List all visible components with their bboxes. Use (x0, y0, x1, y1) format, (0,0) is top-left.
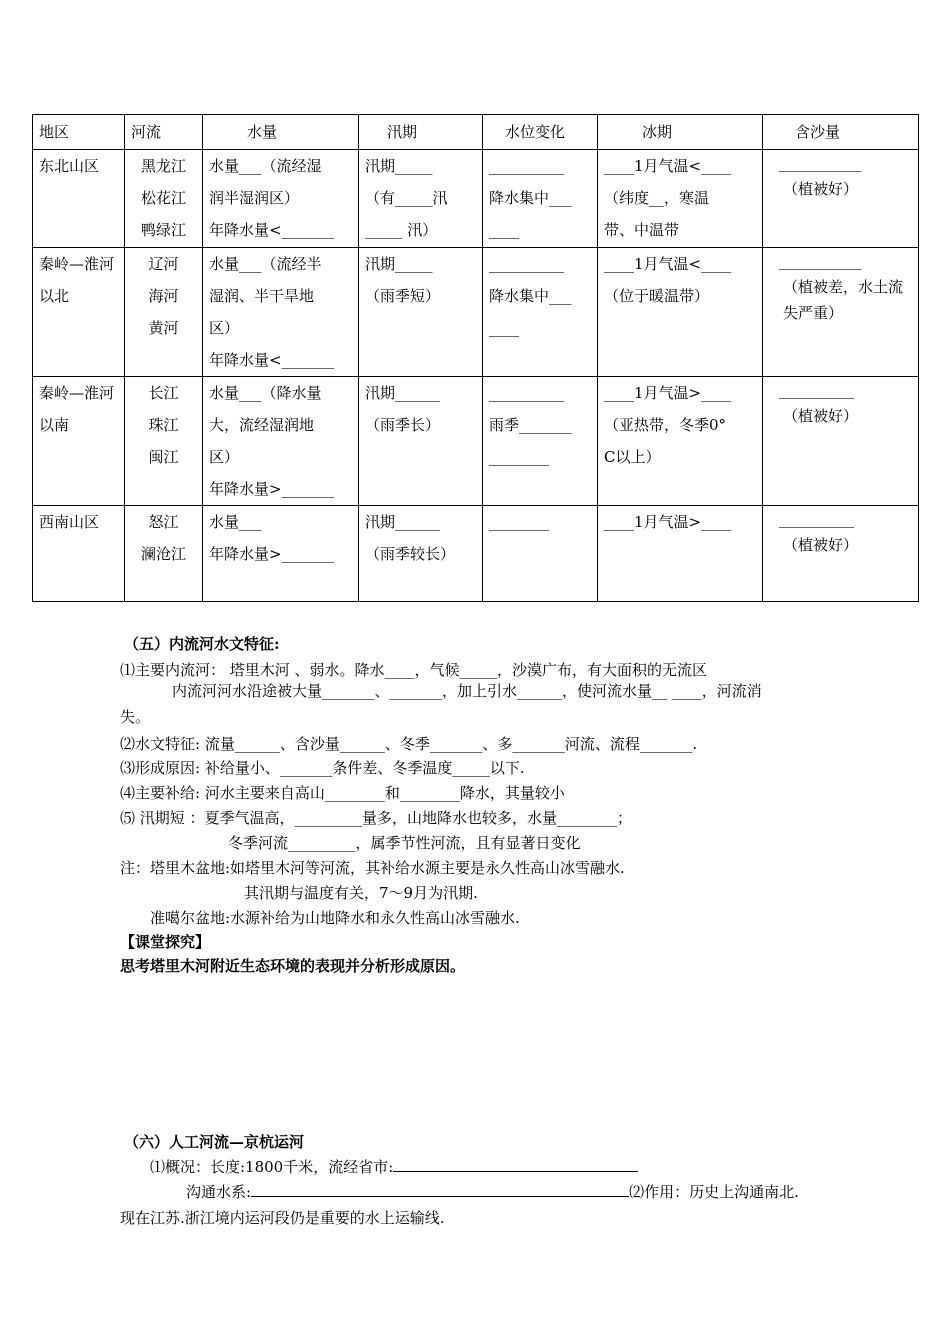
cell-sand-line: （植被好） (783, 407, 859, 425)
cell-flood (359, 377, 483, 506)
cell-rivers (125, 506, 203, 602)
section5-line: ⑸ 汛期短 ：夏季气温高，_________量多，山地降水也较多，水量________； (120, 809, 633, 827)
cell-water-line: 年降水量>_______ (209, 480, 335, 498)
section6-title: （六）人工河流—京杭运河 (124, 1133, 305, 1151)
cell-rivers (125, 377, 203, 506)
cell-water-line: 水量___（流经半 (209, 255, 322, 273)
header-ice: 冰期 (598, 115, 763, 150)
cell-rivers-line: 黑龙江 (140, 157, 186, 175)
header-flood: 汛期 (359, 115, 483, 150)
section5-line: 失。 (120, 708, 151, 726)
cell-ice (598, 377, 763, 506)
cell-ice (598, 150, 763, 248)
cell-water-line: 润半湿润区） (209, 189, 300, 207)
cell-water (203, 248, 359, 377)
cell-flood-line: 汛期_____ (365, 157, 433, 175)
cell-water-line: 大，流经湿润地 (209, 416, 315, 434)
cell-flood-line: （有_____汛 (365, 189, 448, 207)
cell-level-line: 降水集中___ (489, 287, 572, 305)
cell-rivers-line: 鸭绿江 (140, 221, 186, 239)
cell-water-line: 水量___（流经湿 (209, 157, 322, 175)
cell-sand-line: __________ (779, 381, 854, 399)
cell-rivers-line: 澜沧江 (140, 545, 186, 563)
cell-flood-line: 汛期______ (365, 384, 441, 402)
cell-water-line: 水量___ (209, 513, 262, 531)
section5-line: ⑵水文特征: 流量______、含沙量______、冬季_______、多_______河流、流程_______. (120, 735, 698, 753)
section5-title: （五）内流河水文特征: (124, 635, 280, 653)
cell-flood-line: 汛期______ (365, 513, 441, 531)
overview-label: ⑴概况：长度:1800千米，流经省市: (150, 1158, 394, 1176)
cell-water-line: 区） (209, 448, 240, 466)
cell-rivers-line: 长江 (148, 384, 179, 402)
cell-region: 东北山区 (33, 150, 125, 248)
cell-water-line: 区） (209, 319, 240, 337)
header-sand: 含沙量 (763, 115, 919, 150)
river-comparison-table (32, 114, 919, 602)
cell-water-line: 年降水量<_______ (209, 351, 335, 369)
water-system-blank (251, 1182, 629, 1197)
cell-flood (359, 506, 483, 602)
cell-level (483, 248, 598, 377)
cell-water-line: 水量___（降水量 (209, 384, 322, 402)
table-row (33, 248, 919, 377)
cell-region: 西南山区 (33, 506, 125, 602)
cell-level (483, 506, 598, 602)
section5-line: ⑶形成原因: 补给量小、_______条件差、冬季温度_____以下. (120, 759, 525, 777)
cell-level-line: ________ (489, 448, 549, 466)
cell-ice-line: （位于暖温带） (604, 287, 710, 305)
cell-ice (598, 506, 763, 602)
cell-ice-line: 带、中温带 (604, 221, 680, 239)
header-water: 水量 (203, 115, 359, 150)
cell-rivers-line: 辽河 (148, 255, 179, 273)
section6-line1 (150, 1157, 638, 1177)
cell-ice-line: ____1月气温>____ (604, 384, 732, 402)
cell-flood-line: （雨季长） (365, 416, 441, 434)
cell-rivers (125, 150, 203, 248)
cell-ice-line: C以上） (604, 448, 661, 466)
cell-level-line: __________ (489, 255, 564, 273)
cell-level-line: 雨季_______ (489, 416, 572, 434)
header-level: 水位变化 (483, 115, 598, 150)
cell-ice-line: ____1月气温<____ (604, 157, 732, 175)
section5-note: 准噶尔盆地:水源补给为山地降水和永久性高山冰雪融水. (150, 909, 520, 927)
cell-rivers-line: 松花江 (140, 189, 186, 207)
cell-level-line: __________ (489, 157, 564, 175)
cell-water (203, 150, 359, 248)
cell-flood-line: （雨季较长） (365, 545, 456, 563)
cell-level-line: ________ (489, 513, 549, 531)
cell-sand-line: （植被好） (783, 536, 859, 554)
table-row (33, 506, 919, 602)
explore-title: 【课堂探究】 (120, 933, 211, 951)
cell-sand-line: ___________ (779, 252, 862, 270)
cell-rivers-line: 闽江 (148, 448, 179, 466)
cell-region: 秦岭—淮河以北 (33, 248, 125, 377)
cell-ice (598, 248, 763, 377)
cell-water (203, 377, 359, 506)
section5-line: ⑴主要内流河： 塔里木河 、弱水。降水____，气候_____，沙漠广布，有大面积的无流区 (120, 661, 708, 679)
function-text: ⑵作用：历史上沟通南北. (629, 1183, 799, 1201)
cell-rivers-line: 怒江 (148, 513, 179, 531)
cell-water-line: 湿润、半干旱地 (209, 287, 315, 305)
water-system-label: 沟通水系: (186, 1183, 252, 1201)
cell-water (203, 506, 359, 602)
cell-rivers-line: 黄河 (148, 319, 179, 337)
cell-sand-line: __________ (779, 510, 854, 528)
cell-sand (763, 506, 919, 602)
section5-line: ⑷主要补给: 河水主要来自高山________和________降水，其量较小 (120, 784, 565, 802)
cell-sand (763, 377, 919, 506)
section5-line: 冬季河流_________，属季节性河流，且有显著日变化 (228, 834, 581, 852)
provinces-blank (393, 1157, 638, 1172)
cell-water-line: 年降水量>_______ (209, 545, 335, 563)
cell-flood-line: _____ 汛） (365, 221, 438, 239)
cell-water-line: 年降水量<_______ (209, 221, 335, 239)
cell-sand (763, 150, 919, 248)
cell-ice-line: ____1月气温>____ (604, 513, 732, 531)
cell-level-line: ____ (489, 319, 519, 337)
cell-flood (359, 150, 483, 248)
cell-rivers-line: 珠江 (148, 416, 179, 434)
cell-flood-line: （雨季短） (365, 287, 441, 305)
header-river: 河流 (125, 115, 203, 150)
cell-ice-line: （亚热带，冬季0° (604, 416, 727, 434)
section6-line3: 现在江苏.浙江境内运河段仍是重要的水上运输线. (120, 1209, 445, 1227)
cell-sand (763, 248, 919, 377)
cell-level-line: 降水集中___ (489, 189, 572, 207)
cell-sand-line: ___________ (779, 154, 862, 172)
cell-ice-line: （纬度__，寒温 (604, 189, 710, 207)
cell-sand-line: （植被差，水土流失严重） (783, 278, 904, 322)
cell-level-line: ____ (489, 221, 519, 239)
section6-line2 (186, 1182, 799, 1202)
table-row (33, 150, 919, 248)
table-row (33, 377, 919, 506)
header-region: 地区 (33, 115, 125, 150)
cell-level-line: __________ (489, 384, 564, 402)
cell-flood-line: 汛期_____ (365, 255, 433, 273)
section5-note: 注：塔里木盆地:如塔里木河等河流，其补给水源主要是永久性高山冰雪融水. (120, 859, 625, 877)
table-header-row (33, 115, 919, 150)
cell-level (483, 377, 598, 506)
section5-note: 其汛期与温度有关，7～9月为汛期. (244, 884, 478, 902)
cell-flood (359, 248, 483, 377)
cell-level (483, 150, 598, 248)
explore-question: 思考塔里木河附近生态环境的表现并分析形成原因。 (120, 957, 466, 975)
cell-rivers-line: 海河 (148, 287, 179, 305)
cell-rivers (125, 248, 203, 377)
cell-region: 秦岭—淮河以南 (33, 377, 125, 506)
section5-line: 内流河河水沿途被大量_______、_______，加上引水______，使河流水量__ ____，河流消 (172, 682, 762, 700)
cell-sand-line: （植被好） (783, 180, 859, 198)
cell-ice-line: ____1月气温<____ (604, 255, 732, 273)
